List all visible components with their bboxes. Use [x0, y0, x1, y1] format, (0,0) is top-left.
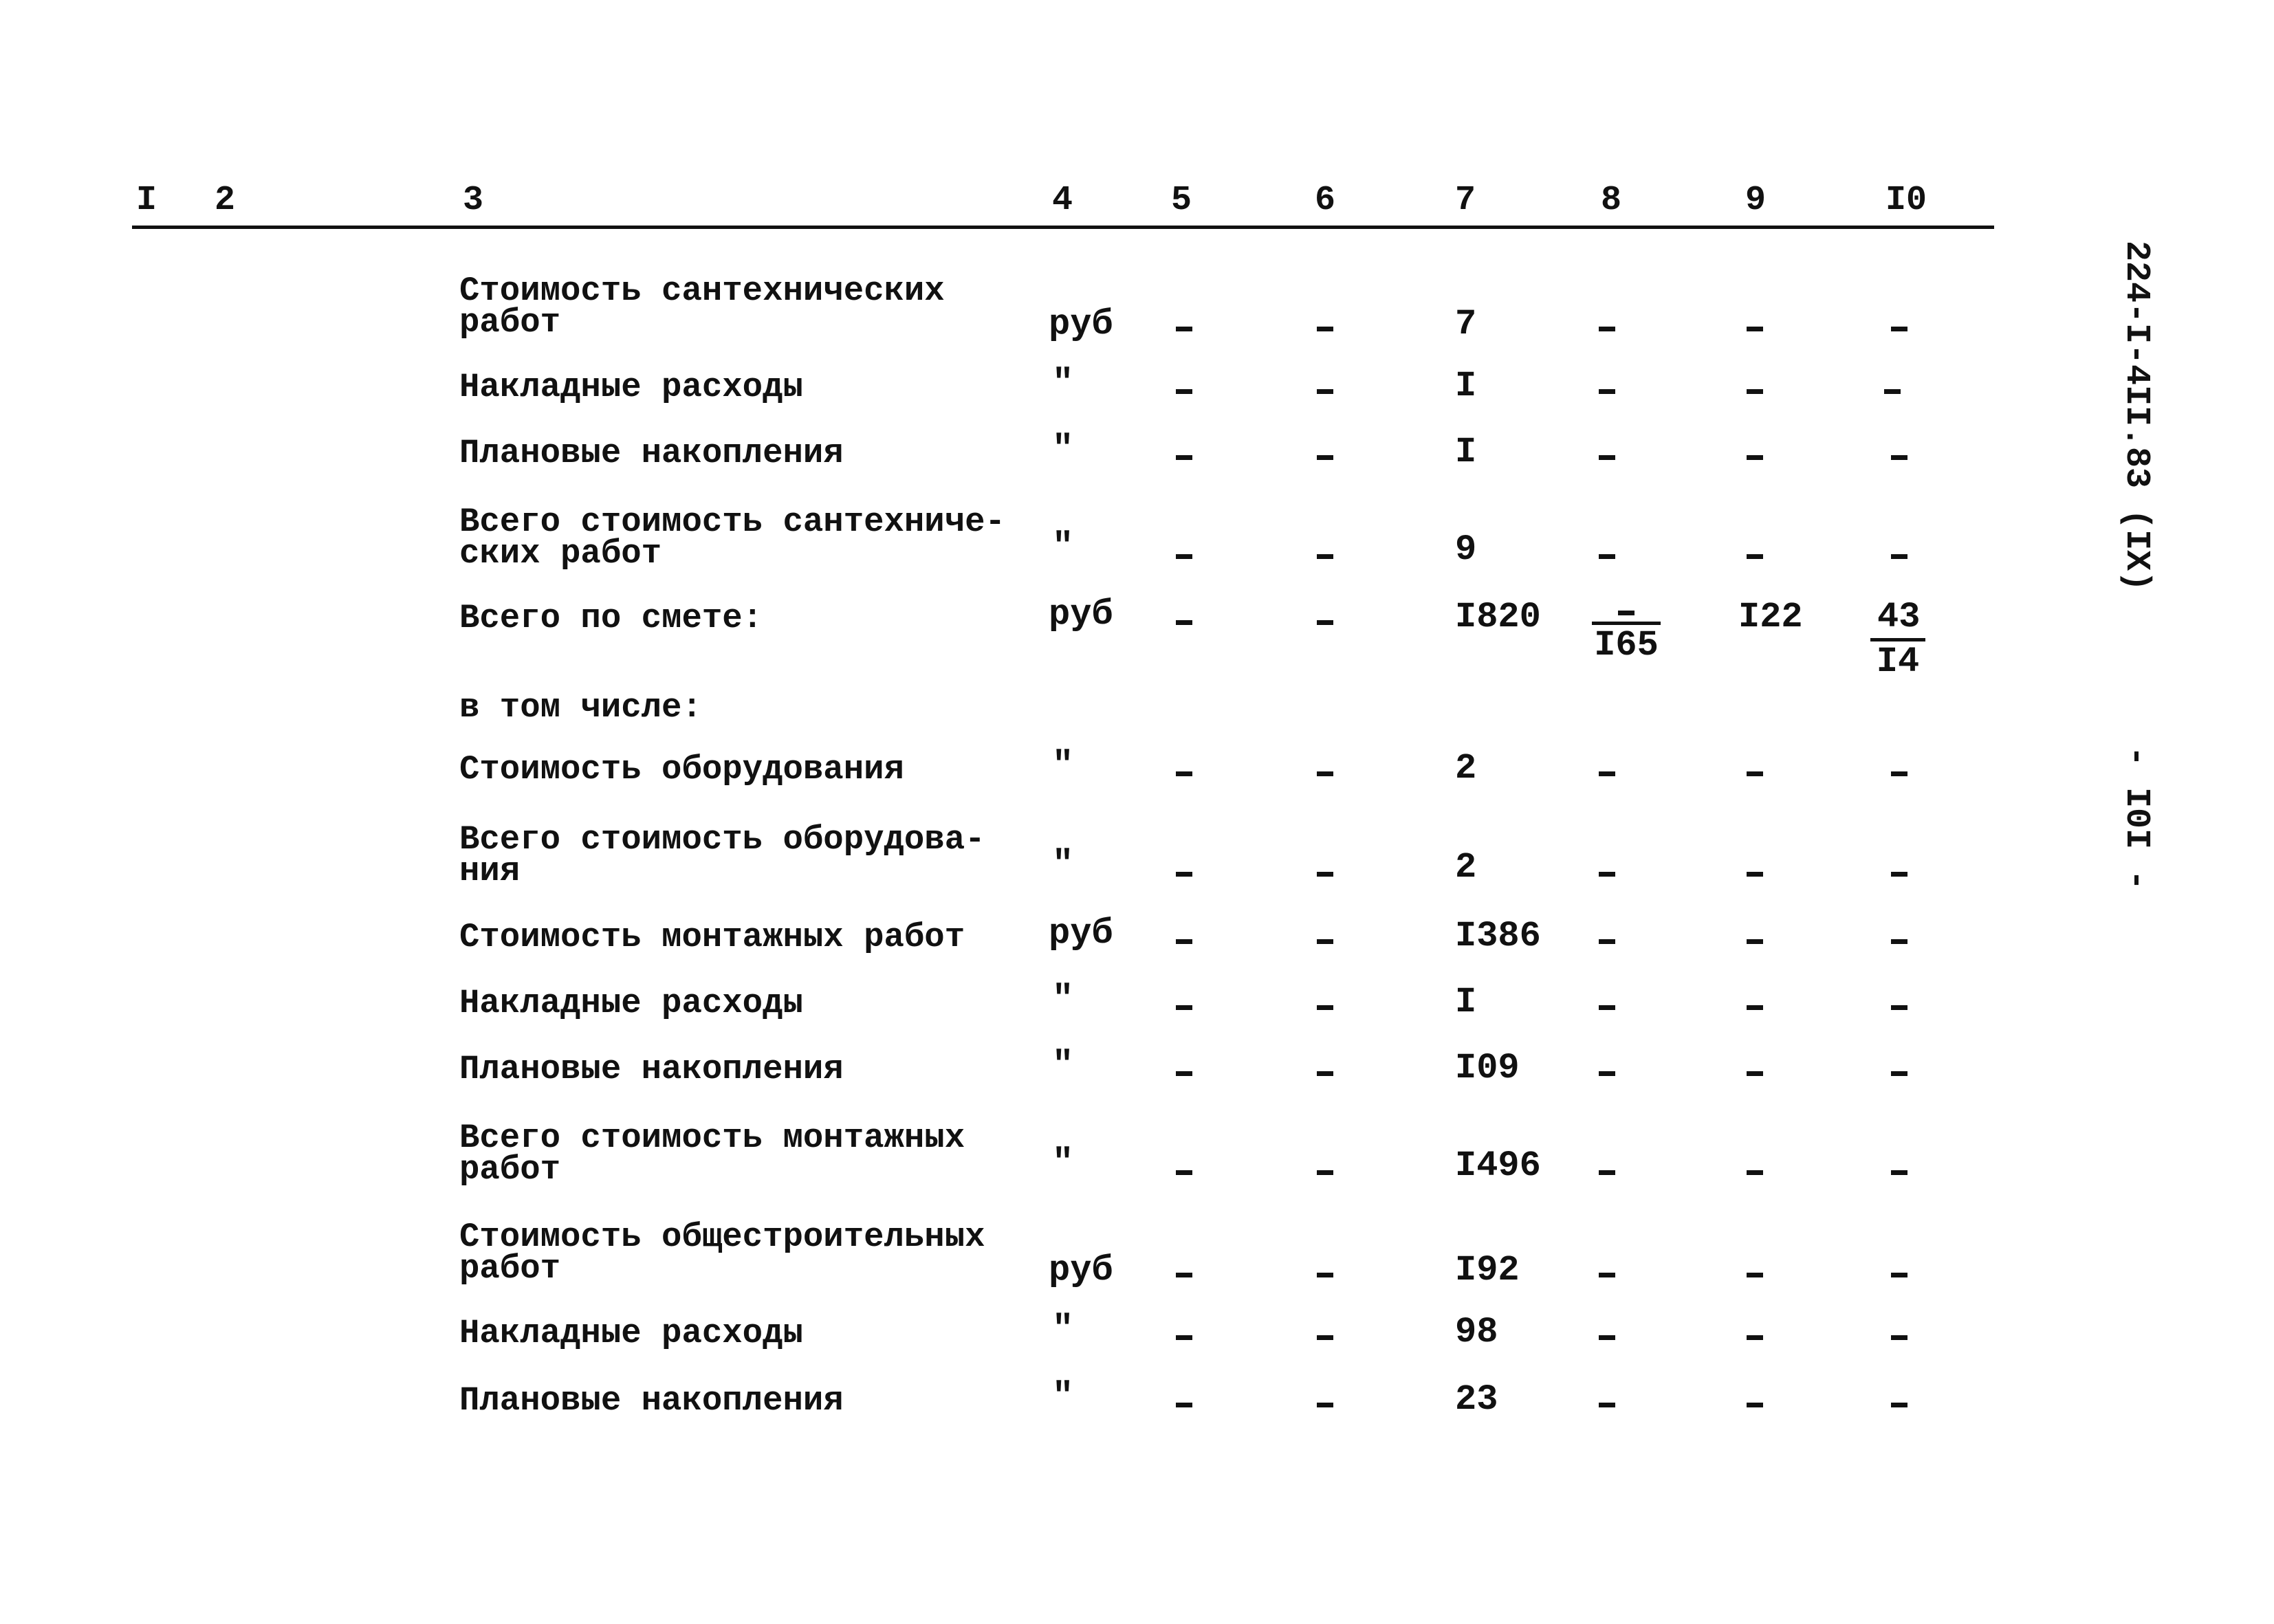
fraction-col-10: [1870, 597, 1925, 683]
dash-mark: [1599, 939, 1615, 944]
row-value-7: I496: [1455, 1145, 1541, 1186]
row-value-9: I22: [1738, 597, 1803, 637]
dash-mark: [1747, 1005, 1763, 1010]
dash-mark: [1891, 1170, 1907, 1175]
row-value-7: I92: [1455, 1250, 1520, 1291]
dash-mark: [1176, 1005, 1192, 1010]
dash-mark: [1747, 1403, 1763, 1407]
dash-mark: [1176, 939, 1192, 944]
dash-mark: [1747, 554, 1763, 559]
fraction-numerator-dash: [1592, 580, 1661, 625]
row-value-7: I: [1455, 366, 1477, 406]
row-unit: ": [1052, 429, 1074, 470]
dash-mark: [1599, 1403, 1615, 1407]
row-value-7: 7: [1455, 304, 1477, 344]
col-header-2: 2: [215, 181, 236, 220]
document-code: 224-I-4II.83 (IX): [2117, 241, 2156, 592]
row-label: Стоимость общестроительных работ: [459, 1218, 985, 1288]
dash-mark: [1317, 872, 1333, 877]
page-number: - I0I -: [2117, 746, 2156, 891]
row-unit: ": [1052, 1376, 1074, 1417]
row-value-7: I386: [1455, 916, 1541, 956]
row-label: в том числе:: [459, 688, 702, 727]
row-value-7: I09: [1455, 1048, 1520, 1088]
dash-mark: [1747, 872, 1763, 877]
fraction-denominator: I65: [1594, 625, 1659, 666]
dash-mark: [1317, 1335, 1333, 1340]
dash-mark: [1747, 939, 1763, 944]
row-unit: ": [1052, 1143, 1074, 1183]
row-unit: руб: [1049, 304, 1113, 344]
dash-mark: [1891, 872, 1907, 877]
dash-mark: [1599, 872, 1615, 877]
fraction-numerator: 43: [1870, 597, 1925, 641]
dash-mark: [1599, 1071, 1615, 1076]
col-header-1: I: [136, 181, 157, 220]
dash-mark: [1747, 389, 1763, 394]
fraction-denominator: I4: [1876, 641, 1920, 682]
row-value-7: 2: [1455, 847, 1477, 888]
dash-mark: [1176, 1335, 1192, 1340]
row-label: Плановые накопления: [459, 434, 844, 472]
row-label: Накладные расходы: [459, 1314, 803, 1352]
row-unit: руб: [1049, 1250, 1113, 1291]
dash-mark: [1317, 1005, 1333, 1010]
dash-mark: [1317, 554, 1333, 559]
dash-mark: [1317, 455, 1333, 460]
dash-mark: [1176, 872, 1192, 877]
col-header-3: 3: [463, 181, 484, 220]
row-label: Стоимость сантехнических работ: [459, 272, 945, 342]
dash-mark: [1891, 1071, 1907, 1076]
dash-mark: [1599, 554, 1615, 559]
dash-mark: [1317, 327, 1333, 331]
dash-mark: [1317, 771, 1333, 776]
dash-mark: [1176, 1273, 1192, 1277]
dash-mark: [1891, 1335, 1907, 1340]
dash-mark: [1176, 554, 1192, 559]
dash-mark: [1747, 1170, 1763, 1175]
dash-mark: [1176, 620, 1192, 625]
row-unit: руб: [1049, 594, 1113, 635]
dash-mark: [1891, 554, 1907, 559]
row-unit: ": [1052, 1045, 1074, 1086]
dash-mark: [1891, 771, 1907, 776]
row-label: Стоимость оборудования: [459, 750, 904, 789]
col-header-5: 5: [1171, 181, 1192, 220]
row-unit: руб: [1049, 913, 1113, 954]
row-label: Плановые накопления: [459, 1050, 844, 1088]
dash-mark: [1891, 455, 1907, 460]
row-label: Всего стоимость оборудова- ния: [459, 820, 985, 890]
dash-mark: [1599, 1335, 1615, 1340]
dash-mark: [1891, 1403, 1907, 1407]
dash-mark: [1599, 771, 1615, 776]
fraction-col-8: [1592, 580, 1661, 666]
row-label: Накладные расходы: [459, 984, 803, 1022]
row-label: Стоимость монтажных работ: [459, 918, 965, 956]
dash-mark: [1176, 1170, 1192, 1175]
row-unit: ": [1052, 363, 1074, 404]
row-unit: ": [1052, 745, 1074, 786]
dash-mark: [1747, 327, 1763, 331]
dash-mark: [1891, 327, 1907, 331]
dash-mark: [1176, 771, 1192, 776]
row-value-7: I: [1455, 982, 1477, 1022]
dash-mark: [1891, 939, 1907, 944]
row-label: Плановые накопления: [459, 1381, 844, 1420]
dash-mark: [1176, 1403, 1192, 1407]
row-label: Накладные расходы: [459, 368, 803, 406]
dash-mark: [1176, 455, 1192, 460]
row-value-7: I: [1455, 432, 1477, 472]
dash-mark: [1317, 1170, 1333, 1175]
dash-mark: [1317, 1071, 1333, 1076]
row-unit: ": [1052, 527, 1074, 567]
dash-mark: [1599, 1005, 1615, 1010]
dash-mark: [1176, 1071, 1192, 1076]
row-unit: ": [1052, 1309, 1074, 1350]
row-value-7: 2: [1455, 748, 1477, 789]
col-header-9: 9: [1745, 181, 1767, 220]
dash-mark: [1599, 1170, 1615, 1175]
row-unit: ": [1052, 844, 1074, 885]
row-label: Всего стоимость монтажных работ: [459, 1119, 965, 1189]
dash-mark: [1176, 389, 1192, 394]
col-header-7: 7: [1455, 181, 1476, 220]
dash-mark: [1599, 1273, 1615, 1277]
col-header-4: 4: [1052, 181, 1073, 220]
dash-mark: [1599, 389, 1615, 394]
dash-mark: [1891, 1273, 1907, 1277]
col-header-6: 6: [1315, 181, 1336, 220]
dash-mark: [1747, 1071, 1763, 1076]
dash-mark: [1317, 1403, 1333, 1407]
row-value-7: I820: [1455, 597, 1541, 637]
row-label: Всего стоимость сантехниче- ских работ: [459, 503, 1005, 573]
col-header-8: 8: [1601, 181, 1622, 220]
row-value-7: 98: [1455, 1312, 1498, 1352]
dash-mark: [1747, 1335, 1763, 1340]
dash-mark: [1599, 455, 1615, 460]
dash-mark: [1317, 1273, 1333, 1277]
col-header-10: I0: [1885, 181, 1927, 220]
row-unit: ": [1052, 979, 1074, 1020]
dash-mark: [1747, 771, 1763, 776]
dash-mark: [1317, 389, 1333, 394]
row-label: Всего по смете:: [459, 599, 763, 637]
header-rule: [132, 226, 1994, 229]
dash-mark: [1176, 327, 1192, 331]
dash-mark: [1884, 389, 1901, 394]
dash-mark: [1317, 620, 1333, 625]
dash-mark: [1891, 1005, 1907, 1010]
dash-mark: [1317, 939, 1333, 944]
row-value-7: 23: [1455, 1379, 1498, 1420]
dash-mark: [1599, 327, 1615, 331]
dash-mark: [1747, 1273, 1763, 1277]
row-value-7: 9: [1455, 529, 1477, 570]
dash-mark: [1747, 455, 1763, 460]
